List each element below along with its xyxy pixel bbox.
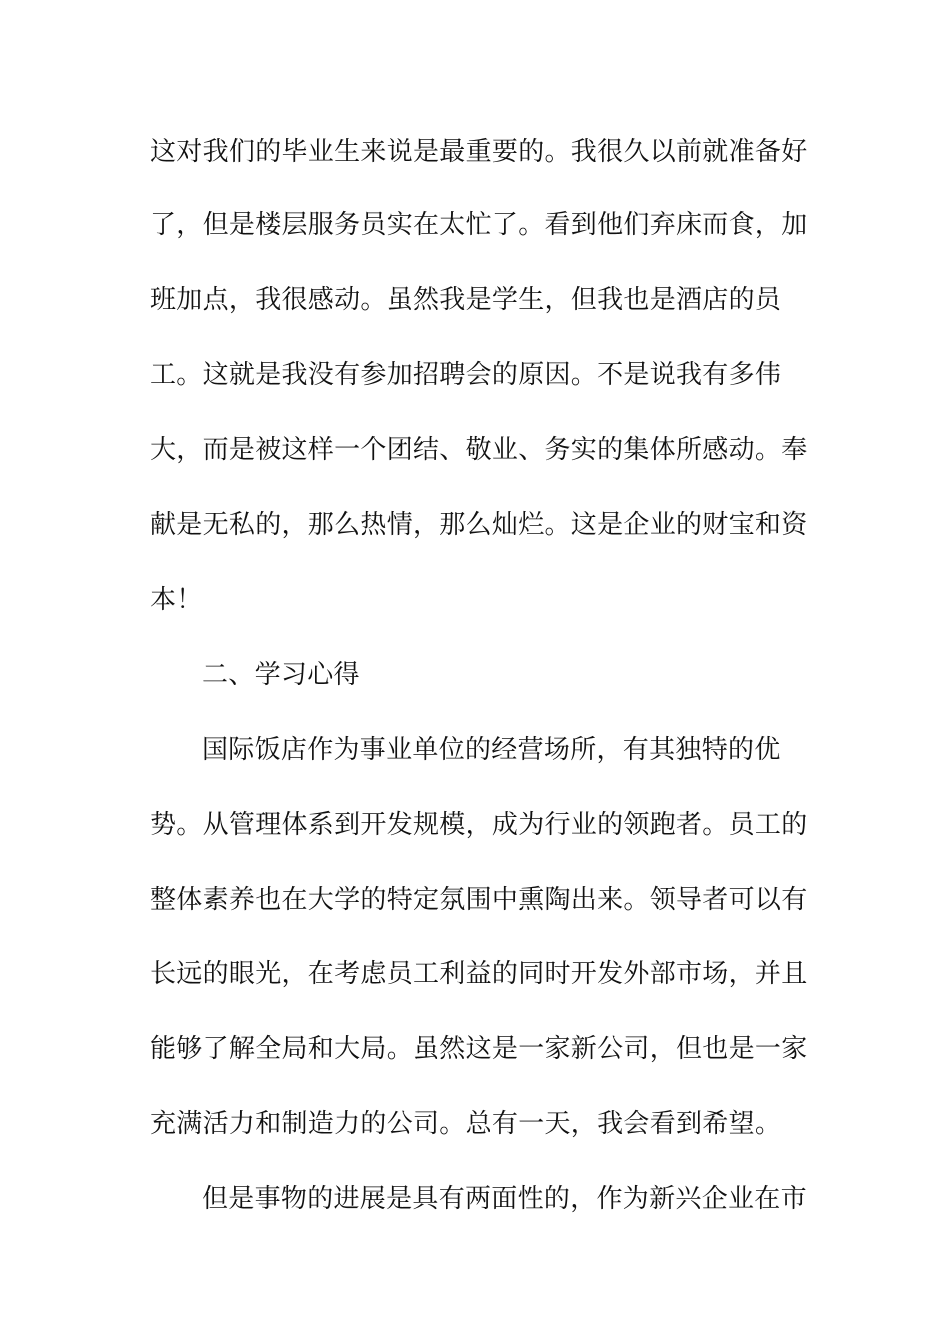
body-text-line: 大，而是被这样一个团结、敬业、务实的集体所感动。奉 [150,435,808,465]
body-text-line: 本！ [150,585,203,615]
body-text-line: 能够了解全局和大局。虽然这是一家新公司，但也是一家 [150,1034,808,1064]
body-text-line: 但是事物的进展是具有两面性的，作为新兴企业在市 [202,1184,807,1214]
body-text-line: 班加点，我很感动。虽然我是学生，但我也是酒店的员 [150,285,782,315]
body-text-line: 势。从管理体系到开发规模，成为行业的领跑者。员工的 [150,810,808,840]
body-text-line: 国际饭店作为事业单位的经营场所，有其独特的优 [202,735,781,765]
body-text-line: 献是无私的，那么热情，那么灿烂。这是企业的财宝和资 [150,510,808,540]
body-text-line: 整体素养也在大学的特定氛围中熏陶出来。领导者可以有 [150,885,808,915]
body-text-line: 长远的眼光，在考虑员工利益的同时开发外部市场，并且 [150,959,808,989]
body-text-line: 充满活力和制造力的公司。总有一天，我会看到希望。 [150,1109,782,1139]
body-text-line: 了，但是楼层服务员实在太忙了。看到他们弃床而食，加 [150,210,808,240]
section-heading: 二、学习心得 [202,660,360,690]
body-text-line: 工。这就是我没有参加招聘会的原因。不是说我有多伟 [150,360,782,390]
body-text-line: 这对我们的毕业生来说是最重要的。我很久以前就准备好 [150,137,808,167]
